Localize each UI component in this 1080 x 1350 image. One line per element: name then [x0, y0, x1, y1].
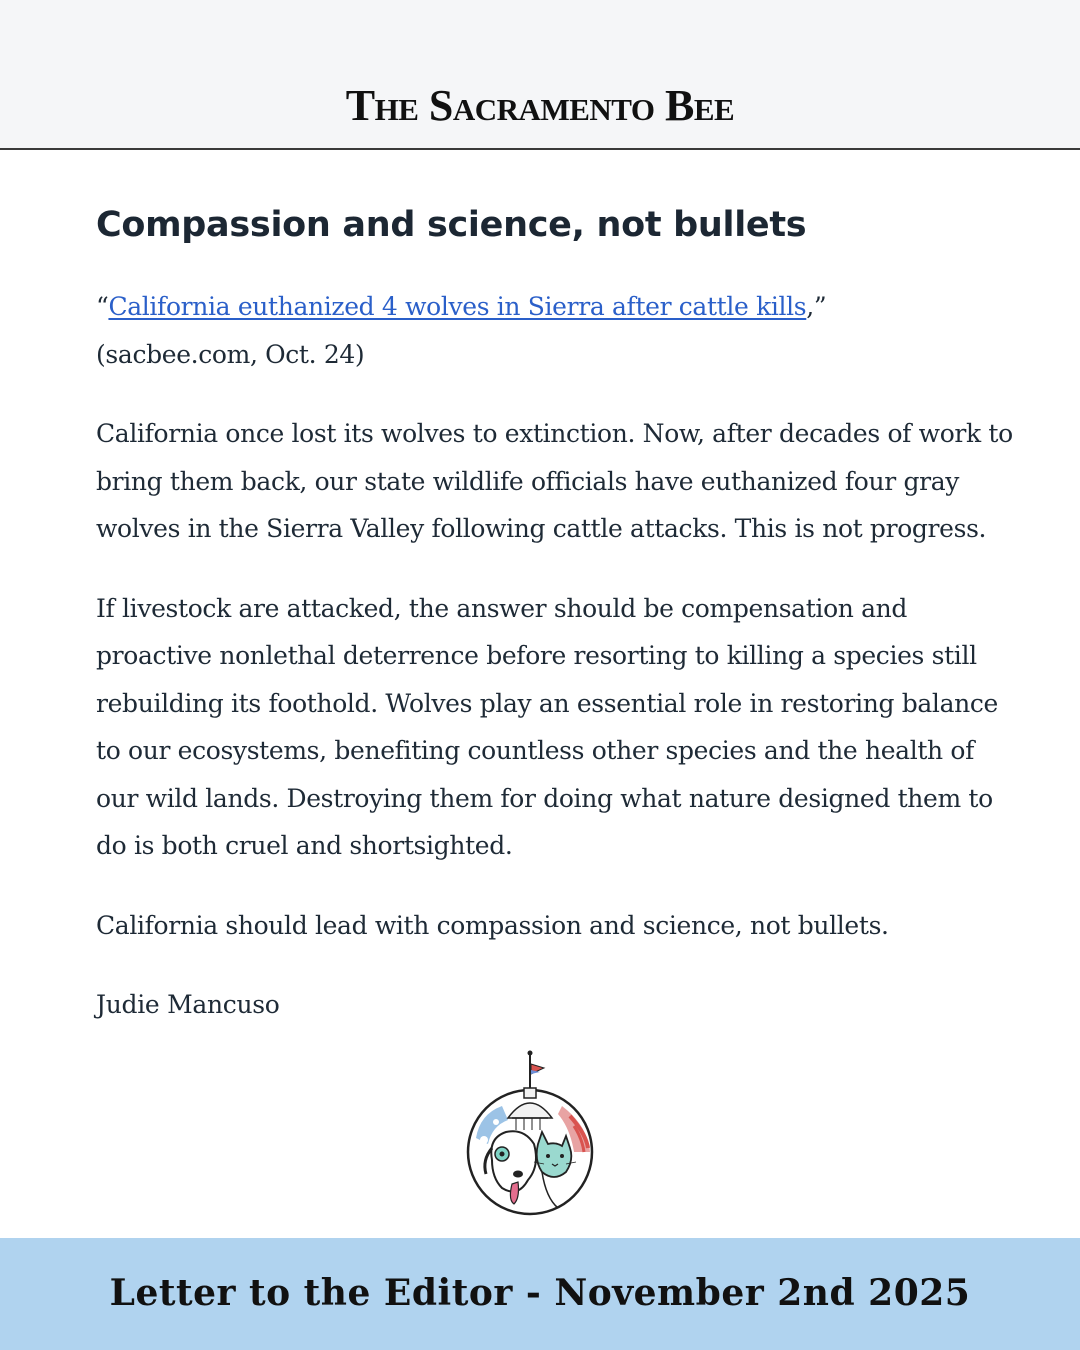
article-paragraph: If livestock are attacked, the answer should be compensation and proactive nonlethal deterrence before resorting to killing a species still rebuilding its foothold. Wolves play an essential role in restoring balance to our ecosystems, benefiting countless other species and the health of our wild lands. Destroying them for doing what nature designed them to do is both cruel and shortsighted. [96, 593, 998, 861]
reference-source: (sacbee.com, Oct. 24) [96, 339, 365, 369]
capitol-dog-cat-emblem-icon [462, 1048, 598, 1220]
author-signature: Judie Mancuso [96, 990, 280, 1020]
reference-open-quote: “ [96, 292, 109, 322]
article-paragraph: California once lost its wolves to extinction. Now, after decades of work to bring them back, our state wildlife officials have euthanized four gray wolves in the Sierra Valley following cattle attacks. This is not progress. [96, 419, 1013, 544]
reference-close-quote: ,” [806, 292, 827, 322]
article-headline: Compassion and science, not bullets [96, 205, 807, 245]
article-reference [96, 283, 1016, 378]
publication-title: The Sacramento Bee [345, 81, 735, 130]
reference-link[interactable]: California euthanized 4 wolves in Sierra after cattle kills [108, 292, 807, 322]
article [96, 205, 1016, 1029]
footer-label: Letter to the Editor - November 2nd 2025 [109, 1272, 971, 1314]
masthead [0, 0, 1080, 150]
article-paragraph: California should lead with compassion and science, not bullets. [96, 910, 889, 940]
footer-banner [0, 1238, 1080, 1350]
